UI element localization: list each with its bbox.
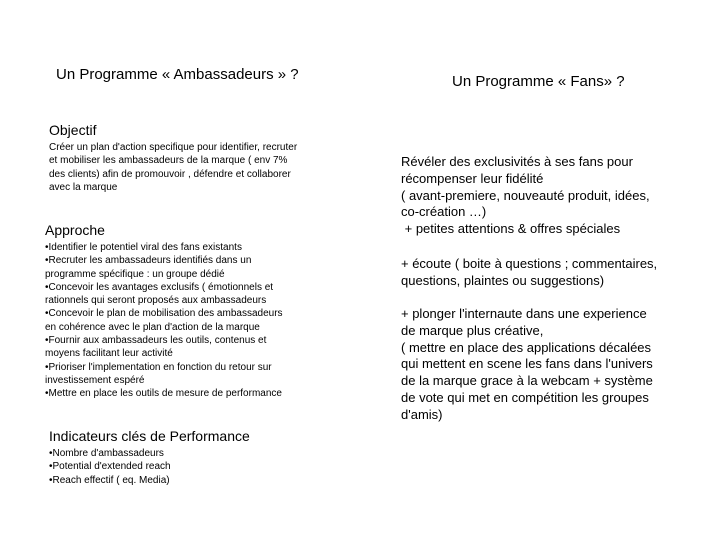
fans-line: Révéler des exclusivités à ses fans pour [401, 154, 633, 169]
objectif-line: des clients) afin de promouvoir , défendre et collaborer [49, 168, 291, 180]
objectif-line: et mobiliser les ambassadeurs de la marque ( env 7% [49, 155, 288, 167]
fans-line: ( mettre en place des applications décalées [401, 339, 652, 355]
approche-line: •Concevoir le plan de mobilisation des ambassadeurs [45, 308, 283, 320]
fans-line: + petites attentions & offres spéciales [401, 221, 621, 237]
fans-line: + plonger l'internaute dans une experience [401, 306, 647, 321]
fans-line: de vote qui met en compétition les groupes [401, 389, 649, 405]
approche-line: •Prioriser l'implementation en fonction du retour sur [45, 361, 272, 373]
approche-line: •Identifier le potentiel viral des fans existants [45, 242, 242, 253]
approche-line: •Recruter les ambassadeurs identifiés dans un [45, 255, 252, 267]
fans-line: de marque plus créative, [401, 322, 544, 338]
indicateurs-line: •Reach effectif ( eq. Media) [49, 474, 170, 486]
approche-line: •Fournir aux ambassadeurs les outils, contenus et [45, 335, 267, 347]
objectif-heading: Objectif [49, 122, 97, 138]
approche-line: programme spécifique : un groupe dédié [45, 268, 225, 280]
indicateurs-text [49, 447, 299, 487]
approche-line: •Concevoir les avantages exclusifs ( émotionnels et [45, 281, 274, 293]
fans-line: récompenser leur fidélité [401, 170, 544, 186]
approche-line: rationnels qui seront proposés aux ambassadeurs [45, 295, 267, 307]
fans-line: co-création …) [401, 204, 487, 220]
approche-line: en cohérence avec le plan d'action de la marque [45, 321, 260, 333]
fans-line: d'amis) [401, 406, 443, 422]
indicateurs-line: •Nombre d'ambassadeurs [49, 448, 164, 459]
fans-block-experience [401, 306, 716, 424]
objectif-text [49, 141, 339, 194]
indicateurs-line: •Potential d'extended reach [49, 461, 171, 473]
fans-line: questions, plaintes ou suggestions) [401, 272, 605, 288]
fans-block-ecoute [401, 256, 716, 290]
fans-line: de la marque grace à la webcam + système [401, 373, 653, 389]
approche-line: investissement espéré [45, 374, 145, 386]
approche-line: moyens facilitant leur activité [45, 348, 173, 360]
fans-line: qui mettent en scene les fans dans l'univers [401, 356, 653, 372]
approche-line: •Mettre en place les outils de mesure de performance [45, 388, 282, 400]
fans-block-exclusivites [401, 154, 711, 238]
left-title: Un Programme « Ambassadeurs » ? [56, 66, 299, 83]
fans-line: + écoute ( boite à questions ; commentaires, [401, 256, 658, 271]
right-title: Un Programme « Fans» ? [452, 73, 625, 90]
objectif-line: avec la marque [49, 181, 118, 193]
approche-text [45, 241, 345, 401]
indicateurs-heading: Indicateurs clés de Performance [49, 428, 250, 444]
fans-line: ( avant-premiere, nouveauté produit, idées, [401, 187, 650, 203]
objectif-line: Créer un plan d'action specifique pour identifier, recruter [49, 142, 298, 153]
approche-heading: Approche [45, 222, 105, 238]
